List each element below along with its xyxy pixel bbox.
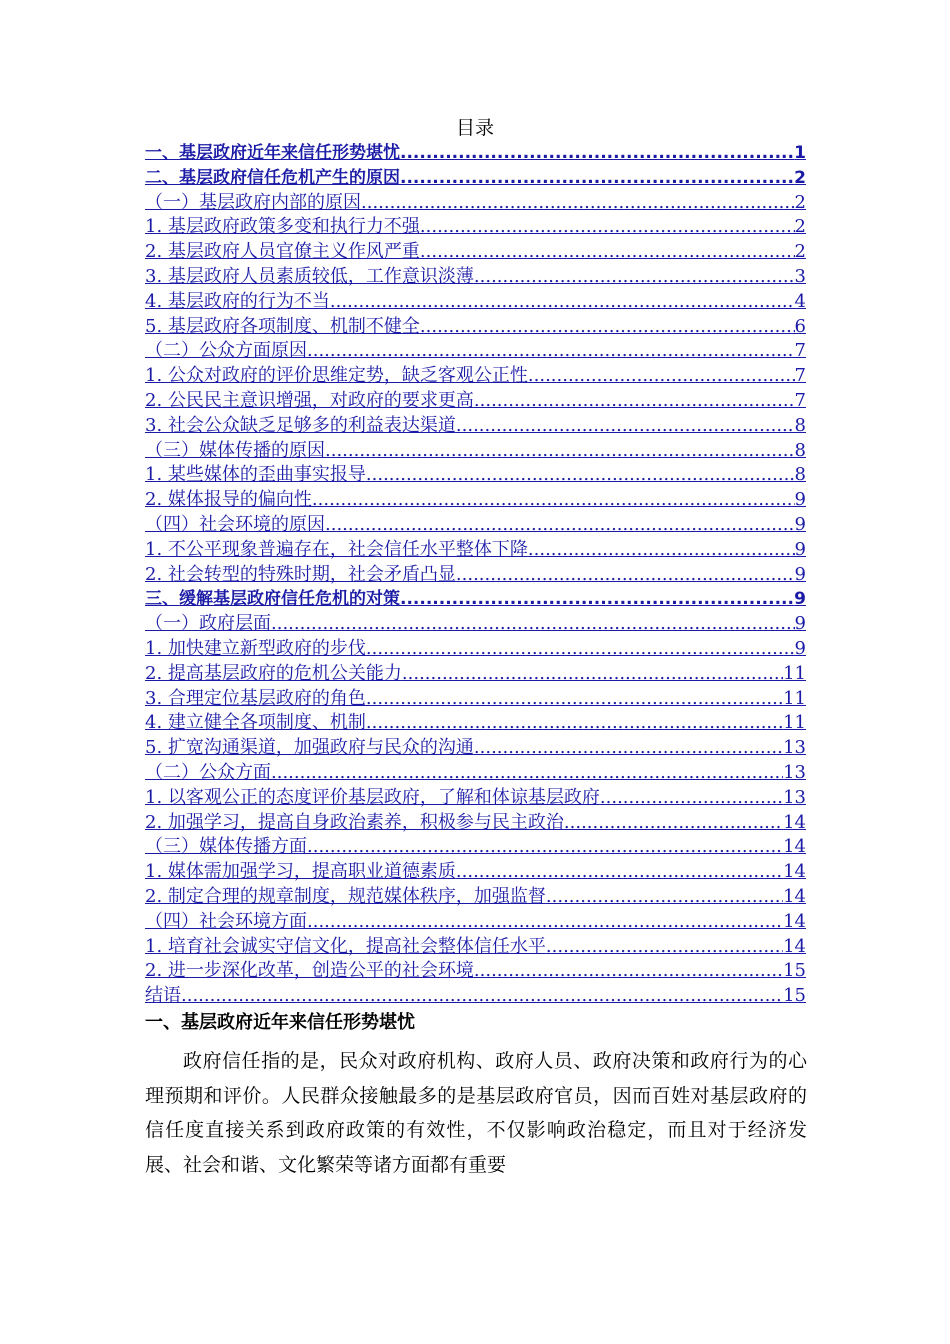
toc-entry-label: 三、缓解基层政府信任危机的对策 bbox=[145, 589, 400, 610]
toc-entry[interactable] bbox=[145, 786, 806, 811]
toc-page-number: 13 bbox=[783, 786, 806, 808]
toc-leader-dots bbox=[271, 612, 795, 637]
toc-entry-label: （二）公众方面原因 bbox=[145, 340, 307, 362]
toc-leader-dots bbox=[456, 563, 795, 588]
toc-page-number: 8 bbox=[794, 464, 806, 486]
toc-leader-dots bbox=[400, 166, 794, 191]
toc-page-number: 2 bbox=[794, 191, 806, 213]
toc-leader-dots bbox=[361, 191, 795, 216]
toc-entry-label: 2. 进一步深化改革，创造公平的社会环境 bbox=[145, 960, 474, 982]
toc-entry-label: 二、基层政府信任危机产生的原因 bbox=[145, 167, 400, 188]
toc-page-number: 14 bbox=[783, 935, 806, 957]
toc-leader-dots bbox=[325, 439, 795, 464]
toc-leader-dots bbox=[546, 935, 783, 960]
toc-page-number: 9 bbox=[794, 538, 806, 560]
toc-entry[interactable] bbox=[145, 290, 806, 315]
toc-page-number: 7 bbox=[794, 340, 806, 362]
toc-page-number: 7 bbox=[794, 365, 806, 387]
toc-page-number: 4 bbox=[794, 290, 806, 312]
toc-entry-label: 2. 提高基层政府的危机公关能力 bbox=[145, 662, 402, 684]
toc-leader-dots bbox=[474, 959, 783, 984]
table-of-contents bbox=[145, 141, 806, 1009]
toc-title: 目录 bbox=[455, 117, 494, 139]
toc-entry[interactable] bbox=[145, 141, 806, 166]
toc-leader-dots bbox=[474, 265, 795, 290]
toc-entry-label: 2. 社会转型的特殊时期，社会矛盾凸显 bbox=[145, 563, 456, 585]
toc-entry-label: 4. 基层政府的行为不当 bbox=[145, 290, 330, 312]
toc-page-number: 14 bbox=[783, 885, 806, 907]
toc-leader-dots bbox=[474, 389, 795, 414]
toc-entry-label: 2. 加强学习，提高自身政治素养，积极参与民主政治 bbox=[145, 811, 564, 833]
toc-entry[interactable] bbox=[145, 414, 806, 439]
toc-entry[interactable] bbox=[145, 910, 806, 935]
toc-entry[interactable] bbox=[145, 935, 806, 960]
toc-page-number: 9 bbox=[794, 613, 806, 635]
toc-entry[interactable] bbox=[145, 811, 806, 836]
toc-entry-label: 1. 加快建立新型政府的步伐 bbox=[145, 637, 366, 659]
section-heading: 一、基层政府近年来信任形势堪忧 bbox=[145, 1012, 415, 1033]
toc-entry-label: （三）媒体传播方面 bbox=[145, 836, 307, 858]
toc-page-number: 3 bbox=[794, 265, 806, 287]
toc-entry-label: （一）政府层面 bbox=[145, 613, 271, 635]
toc-leader-dots bbox=[546, 885, 783, 910]
toc-entry[interactable] bbox=[145, 711, 806, 736]
toc-entry-label: 1. 基层政府政策多变和执行力不强 bbox=[145, 216, 420, 238]
toc-entry-label: （四）社会环境的原因 bbox=[145, 513, 325, 535]
toc-entry-label: 1. 不公平现象普遍存在，社会信任水平整体下降 bbox=[145, 538, 528, 560]
toc-leader-dots bbox=[528, 538, 795, 563]
toc-leader-dots bbox=[271, 761, 783, 786]
toc-page-number: 14 bbox=[783, 861, 806, 883]
toc-page-number: 7 bbox=[794, 389, 806, 411]
toc-entry[interactable] bbox=[145, 389, 806, 414]
toc-page-number: 9 bbox=[794, 637, 806, 659]
toc-entry[interactable] bbox=[145, 835, 806, 860]
toc-leader-dots bbox=[420, 240, 795, 265]
toc-leader-dots bbox=[528, 364, 795, 389]
toc-entry[interactable] bbox=[145, 265, 806, 290]
toc-entry[interactable] bbox=[145, 191, 806, 216]
toc-entry-label: （一）基层政府内部的原因 bbox=[145, 191, 361, 213]
toc-entry[interactable] bbox=[145, 984, 806, 1009]
toc-page-number: 8 bbox=[794, 439, 806, 461]
toc-leader-dots bbox=[330, 290, 795, 315]
toc-page-number: 1 bbox=[794, 143, 806, 163]
toc-leader-dots bbox=[564, 811, 783, 836]
toc-entry[interactable] bbox=[145, 587, 806, 612]
toc-entry[interactable] bbox=[145, 612, 806, 637]
toc-entry-label: （四）社会环境方面 bbox=[145, 910, 307, 932]
toc-page-number: 11 bbox=[783, 662, 806, 684]
toc-page-number: 2 bbox=[794, 241, 806, 263]
toc-entry-label: 3. 基层政府人员素质较低，工作意识淡薄 bbox=[145, 265, 474, 287]
toc-entry-label: 3. 社会公众缺乏足够多的利益表达渠道 bbox=[145, 414, 456, 436]
toc-entry[interactable] bbox=[145, 439, 806, 464]
toc-entry[interactable] bbox=[145, 761, 806, 786]
toc-entry[interactable] bbox=[145, 339, 806, 364]
toc-page-number: 13 bbox=[783, 761, 806, 783]
toc-entry-label: （二）公众方面 bbox=[145, 761, 271, 783]
toc-page-number: 14 bbox=[783, 836, 806, 858]
toc-entry[interactable] bbox=[145, 240, 806, 265]
toc-leader-dots bbox=[456, 414, 795, 439]
toc-leader-dots bbox=[366, 711, 783, 736]
toc-page-number: 11 bbox=[783, 712, 806, 734]
toc-entry[interactable] bbox=[145, 513, 806, 538]
toc-entry[interactable] bbox=[145, 463, 806, 488]
toc-page-number: 2 bbox=[794, 167, 806, 188]
toc-entry[interactable] bbox=[145, 860, 806, 885]
toc-entry-label: 一、基层政府近年来信任形势堪忧 bbox=[145, 143, 400, 163]
toc-page-number: 6 bbox=[794, 315, 806, 337]
toc-entry-label: 1. 媒体需加强学习，提高职业道德素质 bbox=[145, 861, 456, 883]
toc-entry[interactable] bbox=[145, 488, 806, 513]
toc-entry[interactable] bbox=[145, 736, 806, 761]
toc-leader-dots bbox=[307, 339, 795, 364]
toc-leader-dots bbox=[402, 662, 783, 687]
toc-leader-dots bbox=[400, 587, 794, 612]
toc-page-number: 14 bbox=[783, 811, 806, 833]
toc-page-number: 15 bbox=[783, 985, 806, 1007]
toc-page-number: 13 bbox=[783, 737, 806, 759]
toc-leader-dots bbox=[181, 984, 783, 1009]
toc-entry-label: 5. 扩宽沟通渠道，加强政府与民众的沟通 bbox=[145, 737, 474, 759]
toc-entry-label: 1. 培育社会诚实守信文化，提高社会整体信任水平 bbox=[145, 935, 546, 957]
toc-entry-label: 2. 基层政府人员官僚主义作风严重 bbox=[145, 241, 420, 263]
toc-leader-dots bbox=[420, 215, 795, 240]
toc-entry[interactable] bbox=[145, 315, 806, 340]
toc-entry-label: 1. 以客观公正的态度评价基层政府，了解和体谅基层政府 bbox=[145, 786, 600, 808]
toc-page-number: 9 bbox=[794, 513, 806, 535]
toc-leader-dots bbox=[312, 488, 795, 513]
toc-leader-dots bbox=[366, 463, 795, 488]
toc-page-number: 14 bbox=[783, 910, 806, 932]
toc-page-number: 2 bbox=[794, 216, 806, 238]
toc-entry-label: 3. 合理定位基层政府的角色 bbox=[145, 687, 366, 709]
toc-entry[interactable] bbox=[145, 687, 806, 712]
toc-entry-label: 1. 某些媒体的歪曲事实报导 bbox=[145, 464, 366, 486]
toc-leader-dots bbox=[325, 513, 795, 538]
toc-entry[interactable] bbox=[145, 166, 806, 191]
toc-leader-dots bbox=[420, 315, 795, 340]
toc-leader-dots bbox=[474, 736, 783, 761]
toc-page-number: 9 bbox=[794, 589, 806, 610]
toc-entry[interactable] bbox=[145, 662, 806, 687]
toc-entry[interactable] bbox=[145, 563, 806, 588]
toc-entry-label: 2. 制定合理的规章制度，规范媒体秩序，加强监督 bbox=[145, 885, 546, 907]
toc-entry[interactable] bbox=[145, 959, 806, 984]
toc-entry-label: （三）媒体传播的原因 bbox=[145, 439, 325, 461]
toc-leader-dots bbox=[366, 687, 783, 712]
toc-entry[interactable] bbox=[145, 364, 806, 389]
toc-leader-dots bbox=[600, 786, 783, 811]
toc-entry-label: 1. 公众对政府的评价思维定势，缺乏客观公正性 bbox=[145, 365, 528, 387]
toc-leader-dots bbox=[307, 835, 783, 860]
toc-page-number: 15 bbox=[783, 960, 806, 982]
body-paragraph: 政府信任指的是，民众对政府机构、政府人员、政府决策和政府行为的心理预期和评价。人民群众接触最多的是基层政府官员，因而百姓对基层政府的信任度直接关系到政府政策的有效性，不仅影响政治稳定，而且对于经济发展、社会和谐、文化繁荣等诸方面都有重要 bbox=[145, 1050, 807, 1176]
toc-page-number: 11 bbox=[783, 687, 806, 709]
toc-leader-dots bbox=[456, 860, 783, 885]
toc-entry-label: 5. 基层政府各项制度、机制不健全 bbox=[145, 315, 420, 337]
toc-leader-dots bbox=[400, 141, 794, 166]
toc-entry[interactable] bbox=[145, 637, 806, 662]
toc-leader-dots bbox=[366, 637, 795, 662]
toc-page-number: 9 bbox=[794, 489, 806, 511]
toc-leader-dots bbox=[307, 910, 783, 935]
toc-entry[interactable] bbox=[145, 538, 806, 563]
toc-entry-label: 2. 媒体报导的偏向性 bbox=[145, 489, 312, 511]
toc-entry[interactable] bbox=[145, 885, 806, 910]
toc-entry-label: 4. 建立健全各项制度、机制 bbox=[145, 712, 366, 734]
toc-entry-label: 2. 公民民主意识增强，对政府的要求更高 bbox=[145, 389, 474, 411]
toc-page-number: 9 bbox=[794, 563, 806, 585]
toc-entry-label: 结语 bbox=[145, 985, 181, 1007]
toc-entry[interactable] bbox=[145, 215, 806, 240]
toc-page-number: 8 bbox=[794, 414, 806, 436]
